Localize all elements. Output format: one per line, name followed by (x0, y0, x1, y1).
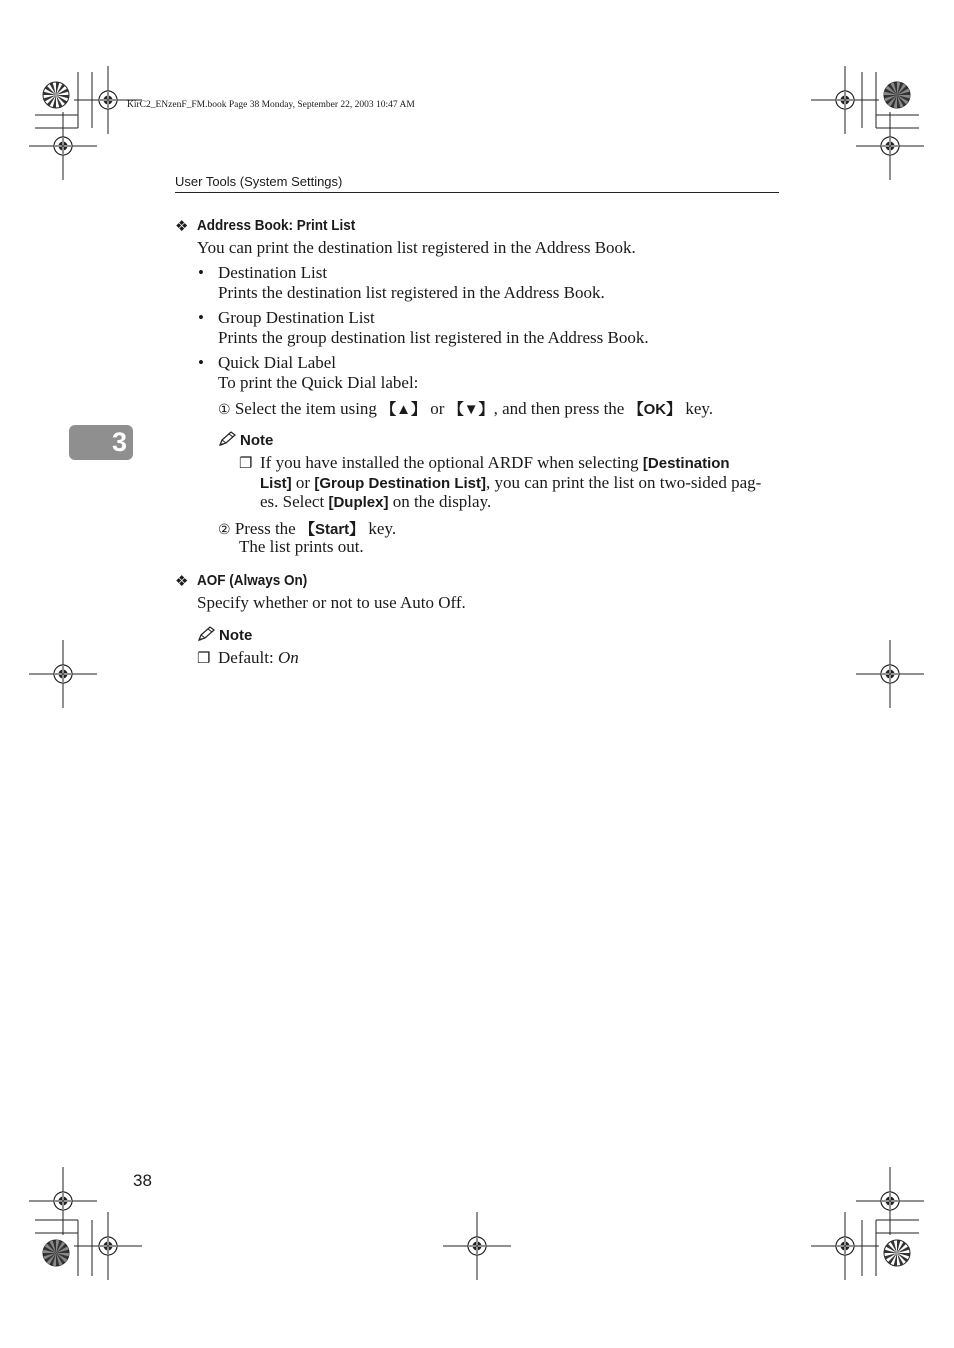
step-result: The list prints out. (239, 537, 364, 556)
registration-crosshair (443, 1212, 511, 1280)
step-text: key. (681, 399, 714, 418)
list-item-desc: Prints the group destination list registered in the Address Book. (218, 328, 649, 347)
registration-crosshair (856, 112, 924, 180)
list-item-desc: To print the Quick Dial label: (218, 373, 419, 392)
step-text: Press the (234, 519, 300, 538)
section-title: AOF (Always On) (197, 572, 308, 589)
note-text: on the display. (388, 492, 492, 511)
starburst-target-dark (43, 1240, 69, 1266)
destination-list-button-label: [Destination (642, 455, 730, 472)
note-default (218, 648, 299, 668)
default-label: Default: (218, 648, 278, 667)
registration-crosshair (856, 640, 924, 708)
note-text: , you can print the list on two-sided pag- (486, 473, 762, 492)
starburst-target (884, 1240, 910, 1266)
start-key: 【Start】 (299, 521, 365, 538)
step-text: Select the item using (234, 399, 382, 418)
step-text: or (426, 399, 449, 418)
ok-key: 【OK】 (628, 401, 682, 418)
note-text-line (260, 492, 491, 512)
step-1 (218, 398, 713, 419)
registration-crosshair (811, 66, 879, 134)
step-number: ① (218, 403, 231, 418)
section-intro: Specify whether or not to use Auto Off. (197, 593, 466, 612)
up-arrow-key: 【▲】 (381, 401, 427, 418)
registration-crosshair (29, 1167, 97, 1235)
chapter-tab: 3 (69, 425, 133, 460)
note-label: Note (219, 627, 253, 644)
registration-crosshair (29, 640, 97, 708)
section-heading (175, 217, 188, 236)
pencil-note-icon (218, 431, 236, 447)
list-item-name: Destination List (218, 263, 328, 282)
step-2 (218, 518, 396, 539)
step-text: , and then press the (493, 399, 629, 418)
note-heading (218, 431, 273, 450)
step-number: ② (218, 523, 231, 538)
checkbox-bullet-icon: ❐ (239, 456, 253, 472)
diamond-bullet-icon: ❖ (175, 573, 189, 590)
book-file-info: KirC2_ENzenF_FM.book Page 38 Monday, September 22, 2003 10:47 AM (127, 100, 415, 110)
list-item-desc: Prints the destination list registered in the Address Book. (218, 283, 605, 302)
note-heading (197, 626, 252, 645)
destination-list-button-label: List] (260, 475, 292, 492)
page-number: 38 (133, 1171, 152, 1190)
registration-crosshair (856, 1167, 924, 1235)
registration-crosshair (811, 1212, 879, 1280)
section-intro: You can print the destination list registered in the Address Book. (197, 238, 636, 257)
running-head: User Tools (System Settings) (175, 174, 343, 189)
starburst-target-dark (884, 82, 910, 108)
header-rule (175, 192, 779, 193)
section-heading (175, 572, 188, 591)
bullet-icon: • (198, 308, 204, 327)
down-arrow-key: 【▼】 (448, 401, 494, 418)
registration-crosshair (29, 112, 97, 180)
registration-crosshair (74, 1212, 142, 1280)
bullet-icon: • (198, 353, 204, 372)
note-label: Note (240, 432, 274, 449)
note-text-line (260, 473, 761, 493)
note-text: es. Select (260, 492, 329, 511)
starburst-target (43, 82, 69, 108)
list-item-name: Group Destination List (218, 308, 375, 327)
note-text-line (260, 453, 730, 473)
duplex-button-label: [Duplex] (328, 494, 389, 511)
bullet-icon: • (198, 263, 204, 282)
note-text: or (291, 473, 315, 492)
group-destination-list-button-label: [Group Destination List] (314, 475, 487, 492)
default-value: On (277, 648, 299, 667)
list-item-name: Quick Dial Label (218, 353, 337, 372)
step-text: key. (364, 519, 397, 538)
section-title: Address Book: Print List (197, 217, 356, 234)
checkbox-bullet-icon: ❐ (197, 651, 211, 667)
diamond-bullet-icon: ❖ (175, 218, 189, 235)
note-text: If you have installed the optional ARDF when selecting (260, 453, 643, 472)
pencil-note-icon (197, 626, 215, 642)
